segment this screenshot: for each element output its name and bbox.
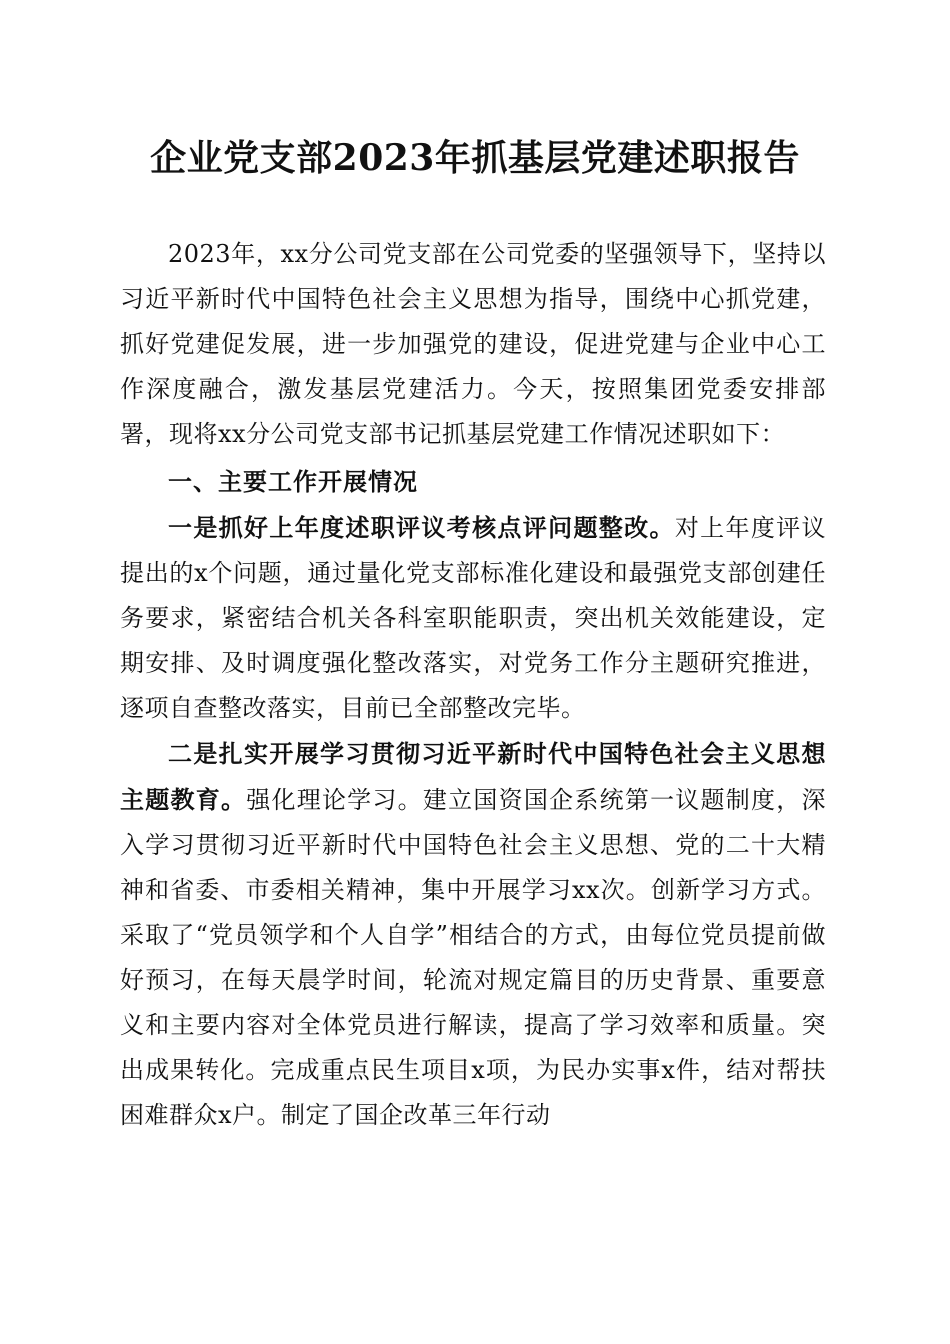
document-title: 企业党支部2023年抓基层党建述职报告 [150, 137, 800, 179]
section-heading-1: 一、主要工作开展情况 [168, 468, 418, 496]
paragraph-2-lead: 二是扎实开展学习贯彻习近平新时代中国特色社会主义思想主题教育。 [120, 739, 826, 814]
paragraph-2-text: 强化理论学习。建立国资国企系统第一议题制度，深入学习贯彻习近平新时代中国特色社会主义思想、党的二十大精神和省委、市委相关精神，集中开展学习xx次。创新学习方式。采取了“党员领学和个人自学”相结合的方式，由每位党员提前做好预习，在每天晨学时间，轮流对规定篇目的历史背景、重要意义和主要内容对全体党员进行解读，提高了学习效率和质量。突出成果转化。完成重点民生项目x项，为民办实事x件，结对帮扶困难群众x户。制定了国企改革三年行动 [120, 786, 827, 1129]
intro-paragraph: 2023年，xx分公司党支部在公司党委的坚强领导下，坚持以习近平新时代中国特色社会主义思想为指导，围绕中心抓党建，抓好党建促发展，进一步加强党的建设，促进党建与企业中心工作深度融合，激发基层党建活力。今天，按照集团党委安排部署，现将xx分公司党支部书记抓基层党建工作情况述职如下： [120, 240, 826, 448]
document-body [120, 232, 826, 1138]
paragraph-1 [120, 505, 826, 731]
paragraph-2 [120, 731, 826, 1138]
paragraph-1-lead: 一是抓好上年度述职评议考核点评问题整改。 [168, 513, 675, 542]
paragraph-1-text: 对上年度评议提出的x个问题，通过量化党支部标准化建设和最强党支部创建任务要求，紧密结合机关各科室职能职责，突出机关效能建设，定期安排、及时调度强化整改落实，对党务工作分主题研究推进，逐项自查整改落实，目前已全部整改完毕。 [120, 514, 827, 722]
